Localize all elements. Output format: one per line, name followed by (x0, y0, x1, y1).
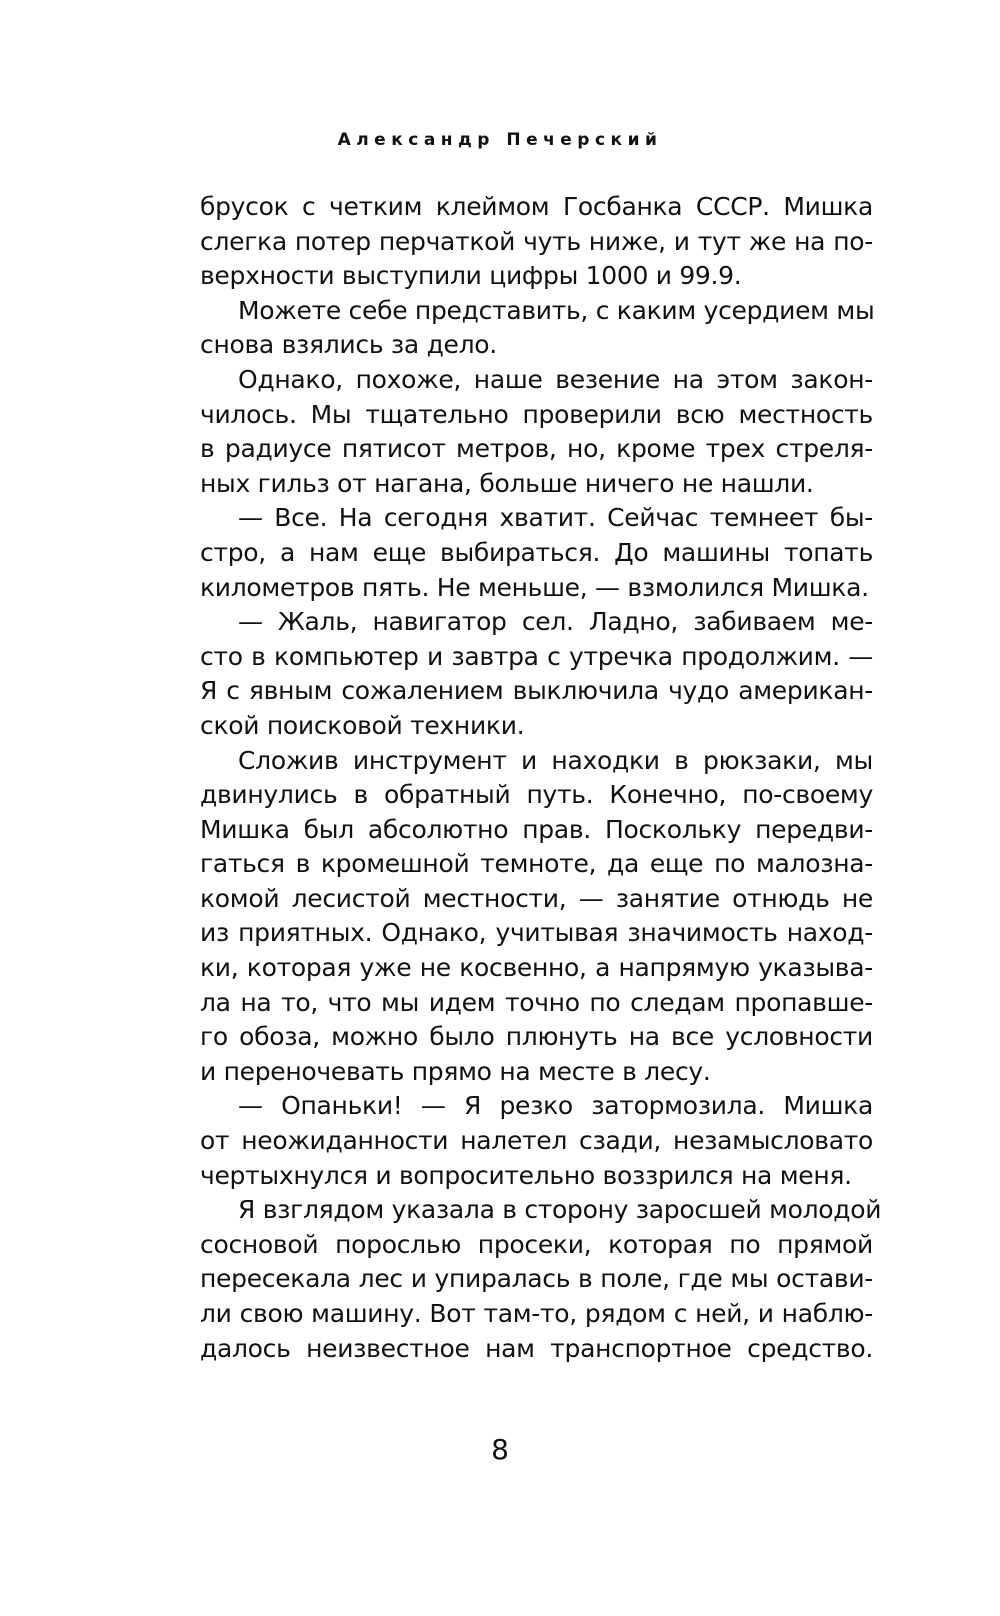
text-line: километров пять. Не меньше, — взмолился Мишка. (200, 572, 869, 602)
text-line: брусок с четким клеймом Госбанка СССР. Мишка (200, 192, 873, 221)
text-line: ки, которая уже не косвенно, а напрямую указыва- (200, 953, 873, 983)
text-line: Однако, похоже, наше везение на этом закон- (238, 364, 873, 394)
text-line: и переночевать прямо на месте в лесу. (200, 1056, 711, 1086)
text-line: из приятных. Однако, учитывая значимость наход- (200, 918, 873, 948)
text-line: — Опаньки! — Я резко затормозила. Мишка (238, 1091, 873, 1121)
text-line: ных гильз от нагана, больше ничего не нашли. (200, 468, 814, 498)
text-line: снова взялись за дело. (200, 330, 497, 360)
text-line: комой лесистой местности, — занятие отнюдь не (200, 883, 873, 913)
text-line: пересекала лес и упиралась в поле, где мы остави- (200, 1264, 873, 1294)
text-line: Можете себе представить, с каким усердием мы (238, 295, 875, 325)
text-line: чертыхнулся и вопросительно воззрился на меня. (200, 1160, 852, 1190)
text-line: Я взглядом указала в сторону заросшей молодой (238, 1195, 882, 1225)
text-line: — Жаль, навигатор сел. Ладно, забиваем ме- (238, 607, 873, 637)
text-line: двинулись в обратный путь. Конечно, по-своему (200, 780, 873, 810)
text-line: го обоза, можно было плюнуть на все условности (200, 1022, 873, 1052)
text-line: Я с явным сожалением выключила чудо американ- (200, 676, 873, 706)
text-line: гаться в кромешной темноте, да еще по малозна- (200, 849, 873, 879)
text-line: Мишка был абсолютно прав. Поскольку передви- (200, 814, 873, 844)
body-text (200, 190, 882, 1366)
text-line: — Все. На сегодня хватит. Сейчас темнеет бы- (238, 503, 873, 533)
text-line: в радиусе пятисот метров, но, кроме трех стреля- (200, 434, 873, 464)
text-line: Сложив инструмент и находки в рюкзаки, мы (238, 745, 873, 775)
text-line: стро, а нам еще выбираться. До машины топать (200, 537, 873, 567)
page-number: 8 (491, 1433, 509, 1466)
text-line: ли свою машину. Вот там-то, рядом с ней, и наблю- (200, 1299, 873, 1328)
text-line: сосновой порослью просеки, которая по прямой (200, 1229, 873, 1259)
text-line: верхности выступили цифры 1000 и 99.9. (200, 261, 742, 291)
text-line: ла на то, что мы идем точно по следам пропавше- (200, 987, 873, 1017)
text-line: сто в компьютер и завтра с утречка продолжим. — (200, 641, 873, 671)
text-line: слегка потер перчаткой чуть ниже, и тут же на по- (200, 226, 873, 256)
text-line: далось неизвестное нам транспортное средство. (200, 1333, 873, 1363)
running-head-author: Александр Печерский (337, 130, 663, 150)
text-line: от неожиданности налетел сзади, незамысловато (200, 1126, 873, 1156)
text-line: ской поисковой техники. (200, 710, 525, 740)
text-line: чилось. Мы тщательно проверили всю местность (200, 399, 873, 429)
